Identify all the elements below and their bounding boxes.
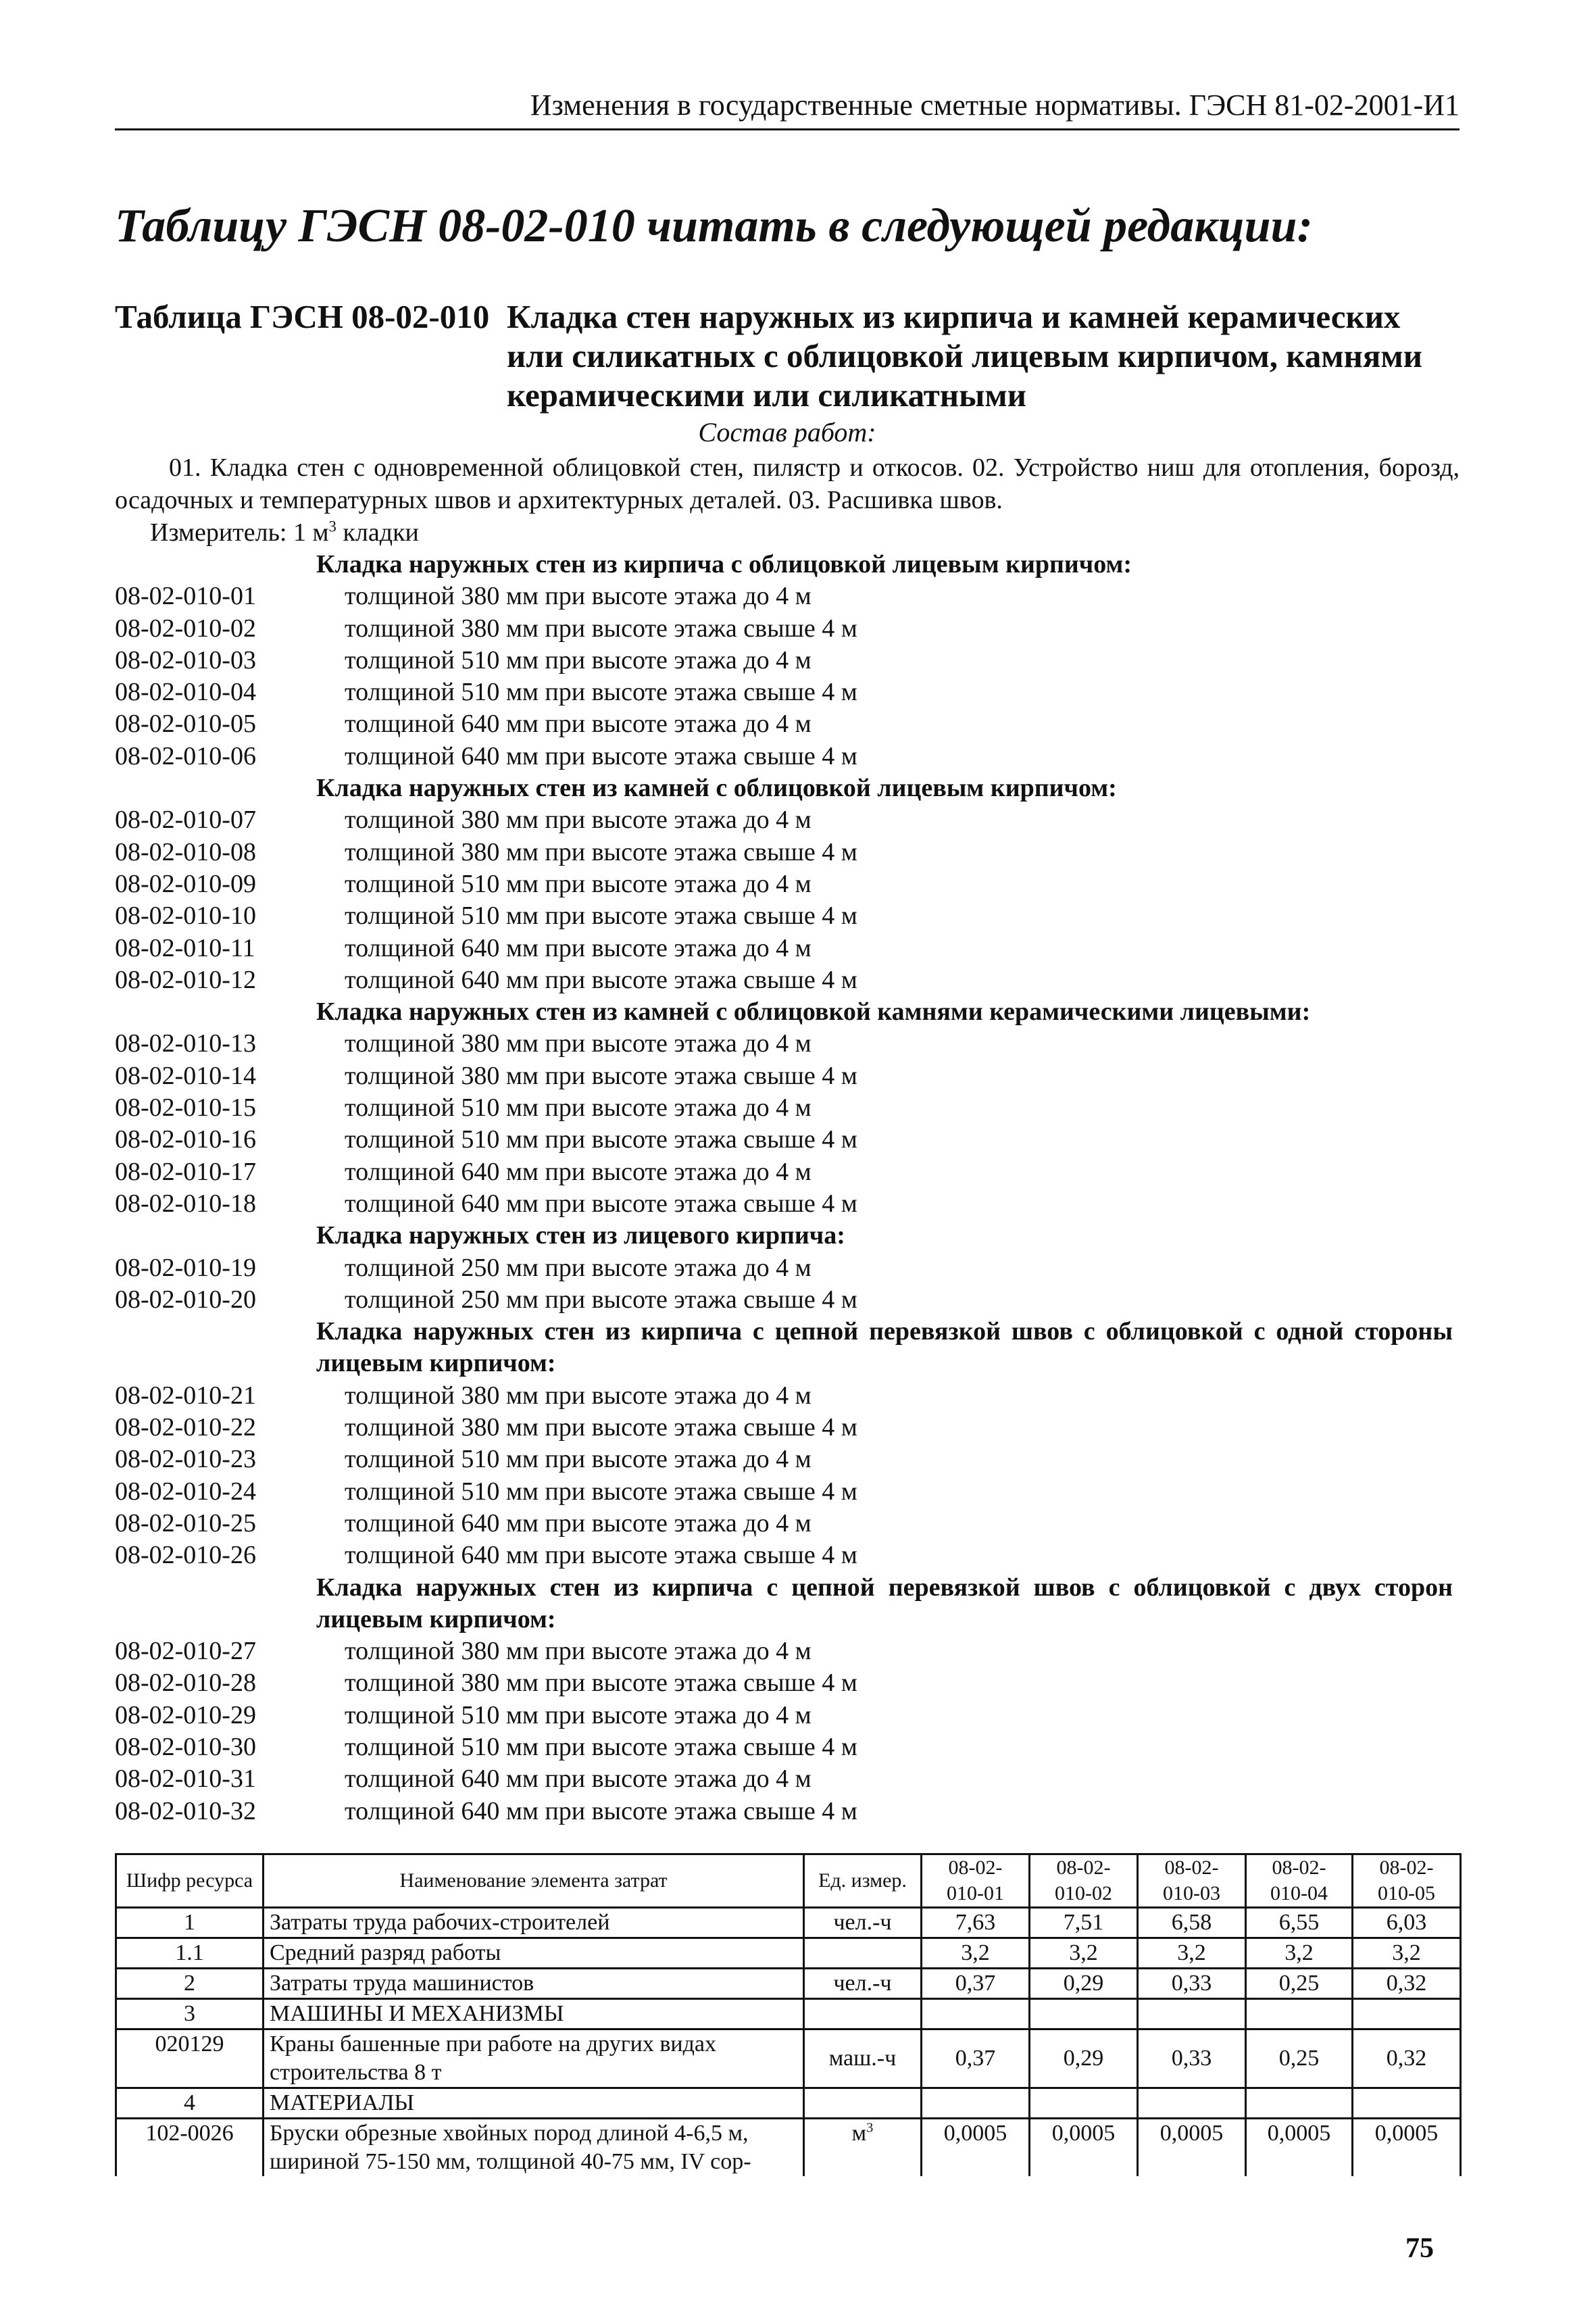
norm-description: толщиной 380 мм при высоте этажа свыше 4 м	[345, 1669, 857, 1698]
page-number: 75	[1405, 2233, 1434, 2264]
cell-name: Затраты труда рабочих-строителей	[264, 1908, 804, 1938]
norm-code: 08-02-010-11	[115, 933, 255, 962]
cell-empty	[1138, 1999, 1246, 2029]
table-row	[116, 2029, 1461, 2088]
cell-code: 102-0026	[116, 2119, 264, 2177]
header-col-3: 08-02- 010-03	[1138, 1854, 1246, 1908]
norm-description: толщиной 640 мм при высоте этажа до 4 м	[345, 1157, 812, 1186]
cell-code: 4	[116, 2088, 264, 2119]
norm-code: 08-02-010-03	[115, 645, 256, 674]
norm-list	[115, 549, 1460, 1827]
header-col-1: 08-02- 010-01	[922, 1854, 1030, 1908]
table-row	[116, 1938, 1461, 1969]
norm-description: толщиной 250 мм при высоте этажа до 4 м	[345, 1253, 812, 1282]
norm-description: толщиной 510 мм при высоте этажа до 4 м	[345, 1445, 812, 1474]
header-col-2: 08-02- 010-02	[1030, 1854, 1138, 1908]
norm-code: 08-02-010-17	[115, 1157, 256, 1186]
list-item	[115, 933, 1460, 964]
norm-code: 08-02-010-19	[115, 1253, 256, 1282]
table-title-line2: или силикатных с облицовкой лицевым кирпичом, камнями	[507, 337, 1423, 374]
cell-section-name: МАТЕРИАЛЫ	[264, 2088, 804, 2119]
table-row	[116, 1969, 1461, 1999]
norm-description: толщиной 640 мм при высоте этажа до 4 м	[345, 710, 812, 739]
cell-code: 020129	[116, 2029, 264, 2088]
table-title	[115, 297, 1460, 415]
norm-description: толщиной 640 мм при высоте этажа до 4 м	[345, 933, 812, 962]
list-item	[115, 1444, 1460, 1475]
cell-unit	[804, 1938, 922, 1969]
table-header-row	[116, 1854, 1461, 1908]
measure	[150, 516, 419, 549]
running-header: Изменения в государственные сметные нормативы. ГЭСН 81-02-2001-И1	[530, 89, 1460, 122]
list-item	[115, 1092, 1460, 1124]
list-item	[115, 1700, 1460, 1731]
cell-value: 0,33	[1138, 1969, 1246, 1999]
cell-value: 0,0005	[922, 2119, 1030, 2177]
measure-value: 1 м	[293, 518, 329, 547]
norm-code: 08-02-010-20	[115, 1285, 256, 1314]
list-item	[115, 1380, 1460, 1412]
norm-code: 08-02-010-31	[115, 1765, 256, 1794]
norm-description: толщиной 640 мм при высоте этажа свыше 4 м	[345, 965, 857, 994]
norm-code: 08-02-010-06	[115, 741, 256, 770]
list-item	[115, 645, 1460, 676]
list-item	[115, 1124, 1460, 1156]
cell-value: 0,0005	[1138, 2119, 1246, 2177]
cell-empty	[1246, 1999, 1353, 2029]
list-item	[115, 1252, 1460, 1284]
list-item	[115, 964, 1460, 996]
cell-unit: маш.-ч	[804, 2029, 922, 2088]
list-item	[115, 1028, 1460, 1060]
norm-description: толщиной 380 мм при высоте этажа до 4 м	[345, 1029, 812, 1058]
composition-paragraph: 01. Кладка стен с одновременной облицовкой стен, пилястр и откосов. 02. Устройство ниш для отопления, борозд, осадочных и температурных швов и архитектурных деталей. 03. Расшивка швов.	[115, 453, 1460, 514]
header-resource-code: Шифр ресурса	[116, 1854, 264, 1908]
resource-table	[115, 1853, 1462, 2176]
cell-unit: $м^3$	[804, 2119, 922, 2177]
header-rule	[115, 128, 1460, 130]
norm-code: 08-02-010-25	[115, 1508, 256, 1537]
list-item	[115, 1476, 1460, 1508]
cell-value: 0,25	[1246, 1969, 1353, 1999]
table-section-row	[116, 2088, 1461, 2119]
norm-description: толщиной 640 мм при высоте этажа свыше 4 м	[345, 741, 857, 770]
cell-empty	[922, 1999, 1030, 2029]
list-item	[115, 837, 1460, 868]
cell-value: 7,51	[1030, 1908, 1138, 1938]
norm-description: толщиной 250 мм при высоте этажа свыше 4 м	[345, 1285, 857, 1314]
cell-name: Затраты труда машинистов	[264, 1969, 804, 1999]
norm-code: 08-02-010-09	[115, 869, 256, 898]
list-item	[115, 1060, 1460, 1092]
cell-value: 6,58	[1138, 1908, 1246, 1938]
norm-description: толщиной 380 мм при высоте этажа до 4 м	[345, 1381, 812, 1410]
list-item	[115, 1667, 1460, 1699]
cell-value: 0,0005	[1030, 2119, 1138, 2177]
list-item	[115, 900, 1460, 932]
composition-text	[115, 451, 1460, 516]
header-col-5: 08-02- 010-05	[1353, 1854, 1461, 1908]
cell-empty	[1030, 2088, 1138, 2119]
cell-value: 0,0005	[1353, 2119, 1461, 2177]
list-item	[115, 804, 1460, 836]
norm-code: 08-02-010-30	[115, 1732, 256, 1761]
norm-code: 08-02-010-13	[115, 1029, 256, 1058]
cell-code: 1	[116, 1908, 264, 1938]
cell-value: 0,32	[1353, 1969, 1461, 1999]
list-item	[115, 613, 1460, 645]
norm-code: 08-02-010-29	[115, 1700, 256, 1729]
group-heading: Кладка наружных стен из камней с облицовкой лицевым кирпичом:	[316, 774, 1117, 803]
list-item	[115, 741, 1460, 772]
norm-description: толщиной 640 мм при высоте этажа свыше 4 м	[345, 1541, 857, 1570]
table-row	[116, 1908, 1461, 1938]
cell-value: 0,29	[1030, 2029, 1138, 2088]
norm-code: 08-02-010-08	[115, 837, 256, 866]
cell-code: 1.1	[116, 1938, 264, 1969]
cell-value: 3,2	[1353, 1938, 1461, 1969]
norm-code: 08-02-010-23	[115, 1445, 256, 1474]
cell-empty	[1030, 1999, 1138, 2029]
norm-description: толщиной 640 мм при высоте этажа свыше 4 м	[345, 1796, 857, 1825]
cell-empty	[804, 2088, 922, 2119]
group-heading: Кладка наружных стен из кирпича с цепной перевязкой швов с облицовкой с двух сторон лицевым кирпичом:	[316, 1573, 1453, 1633]
norm-description: толщиной 640 мм при высоте этажа свыше 4 м	[345, 1189, 857, 1218]
norm-description: толщиной 510 мм при высоте этажа до 4 м	[345, 1093, 812, 1123]
norm-code: 08-02-010-32	[115, 1796, 256, 1825]
table-section-row	[116, 1999, 1461, 2029]
norm-code: 08-02-010-16	[115, 1125, 256, 1154]
cell-value: 6,55	[1246, 1908, 1353, 1938]
table-title-prefix: Таблица ГЭСН 08-02-010	[115, 298, 490, 335]
cell-value: 3,2	[1138, 1938, 1246, 1969]
table-title-line1: Кладка стен наружных из кирпича и камней керамических	[507, 298, 1401, 335]
cell-value: 3,2	[922, 1938, 1030, 1969]
cell-value: 7,63	[922, 1908, 1030, 1938]
norm-description: толщиной 380 мм при высоте этажа свыше 4 м	[345, 1061, 857, 1090]
list-item	[115, 1188, 1460, 1220]
cell-code: 3	[116, 1999, 264, 2029]
cell-value: 0,37	[922, 2029, 1030, 2088]
list-item	[115, 1635, 1460, 1667]
header-col-4: 08-02- 010-04	[1246, 1854, 1353, 1908]
norm-description: толщиной 380 мм при высоте этажа до 4 м	[345, 806, 812, 835]
group-heading: Кладка наружных стен из кирпича с облицовкой лицевым кирпичом:	[316, 550, 1132, 578]
list-item	[115, 1508, 1460, 1540]
list-item	[115, 1540, 1460, 1571]
cell-value: 0,0005	[1246, 2119, 1353, 2177]
header-unit: Ед. измер.	[804, 1854, 922, 1908]
norm-description: толщиной 510 мм при высоте этажа свыше 4 м	[345, 678, 857, 707]
group-heading: Кладка наружных стен из лицевого кирпича:	[316, 1221, 845, 1250]
cell-name: Средний разряд работы	[264, 1938, 804, 1969]
cell-unit: чел.-ч	[804, 1969, 922, 1999]
norm-code: 08-02-010-24	[115, 1477, 256, 1506]
norm-code: 08-02-010-27	[115, 1637, 256, 1666]
norm-description: толщиной 510 мм при высоте этажа до 4 м	[345, 869, 812, 898]
norm-description: толщиной 380 мм при высоте этажа свыше 4 м	[345, 614, 857, 643]
cell-value: 6,03	[1353, 1908, 1461, 1938]
cell-value: 0,33	[1138, 2029, 1246, 2088]
composition-label: Состав работ:	[698, 417, 876, 447]
list-item	[115, 1796, 1460, 1827]
norm-description: толщиной 640 мм при высоте этажа до 4 м	[345, 1765, 812, 1794]
header-name: Наименование элемента затрат	[264, 1854, 804, 1908]
measure-unit: кладки	[336, 518, 419, 547]
cell-value: 0,25	[1246, 2029, 1353, 2088]
cell-name: Бруски обрезные хвойных пород длиной 4-6,5 м, шириной 75-150 мм, толщиной 40-75 мм, IV сор-	[264, 2119, 804, 2177]
measure-sup: 3	[328, 518, 336, 535]
cell-unit: чел.-ч	[804, 1908, 922, 1938]
norm-code: 08-02-010-12	[115, 965, 256, 994]
norm-code: 08-02-010-05	[115, 710, 256, 739]
norm-code: 08-02-010-28	[115, 1669, 256, 1698]
norm-code: 08-02-010-22	[115, 1413, 256, 1442]
norm-description: толщиной 510 мм при высоте этажа свыше 4 м	[345, 1732, 857, 1761]
table-row	[116, 2119, 1461, 2177]
norm-code: 08-02-010-10	[115, 902, 256, 931]
norm-description: толщиной 510 мм при высоте этажа до 4 м	[345, 645, 812, 674]
cell-value: 3,2	[1246, 1938, 1353, 1969]
cell-empty	[1138, 2088, 1246, 2119]
cell-section-name: МАШИНЫ И МЕХАНИЗМЫ	[264, 1999, 804, 2029]
norm-code: 08-02-010-21	[115, 1381, 256, 1410]
norm-code: 08-02-010-07	[115, 806, 256, 835]
measure-label: Измеритель:	[150, 518, 287, 547]
cell-empty	[1246, 2088, 1353, 2119]
cell-name: Краны башенные при работе на других видах строительства 8 т	[264, 2029, 804, 2088]
cell-empty	[1353, 2088, 1461, 2119]
list-item	[115, 1284, 1460, 1316]
norm-code: 08-02-010-01	[115, 582, 256, 611]
norm-description: толщиной 510 мм при высоте этажа до 4 м	[345, 1700, 812, 1729]
table-title-line3: керамическими или силикатными	[507, 376, 1026, 414]
norm-description: толщиной 510 мм при высоте этажа свыше 4 м	[345, 902, 857, 931]
cell-value: 0,29	[1030, 1969, 1138, 1999]
list-item	[115, 1731, 1460, 1763]
list-item	[115, 1156, 1460, 1188]
group-heading: Кладка наружных стен из камней с облицовкой камнями керамическими лицевыми:	[316, 998, 1311, 1027]
norm-description: толщиной 380 мм при высоте этажа свыше 4 м	[345, 837, 857, 866]
group-heading: Кладка наружных стен из кирпича с цепной перевязкой швов с облицовкой с одной стороны лицевым кирпичом:	[316, 1317, 1453, 1378]
list-item	[115, 1412, 1460, 1444]
norm-code: 08-02-010-15	[115, 1093, 256, 1123]
list-item	[115, 1763, 1460, 1795]
norm-description: толщиной 380 мм при высоте этажа свыше 4 м	[345, 1413, 857, 1442]
norm-code: 08-02-010-02	[115, 614, 256, 643]
norm-description: толщиной 380 мм при высоте этажа до 4 м	[345, 582, 812, 611]
norm-code: 08-02-010-26	[115, 1541, 256, 1570]
cell-code: 2	[116, 1969, 264, 1999]
list-item	[115, 708, 1460, 740]
list-item	[115, 676, 1460, 708]
list-item	[115, 581, 1460, 612]
edit-notice: Таблицу ГЭСН 08-02-010 читать в следующей редакции:	[115, 200, 1313, 252]
list-item	[115, 868, 1460, 900]
cell-value: 0,37	[922, 1969, 1030, 1999]
cell-empty	[1353, 1999, 1461, 2029]
norm-code: 08-02-010-18	[115, 1189, 256, 1218]
norm-description: толщиной 510 мм при высоте этажа свыше 4 м	[345, 1477, 857, 1506]
cell-empty	[804, 1999, 922, 2029]
norm-description: толщиной 380 мм при высоте этажа до 4 м	[345, 1637, 812, 1666]
cell-empty	[922, 2088, 1030, 2119]
norm-description: толщиной 510 мм при высоте этажа свыше 4 м	[345, 1125, 857, 1154]
norm-code: 08-02-010-04	[115, 678, 256, 707]
cell-value: 3,2	[1030, 1938, 1138, 1969]
norm-code: 08-02-010-14	[115, 1061, 256, 1090]
norm-description: толщиной 640 мм при высоте этажа до 4 м	[345, 1508, 812, 1537]
cell-value: 0,32	[1353, 2029, 1461, 2088]
